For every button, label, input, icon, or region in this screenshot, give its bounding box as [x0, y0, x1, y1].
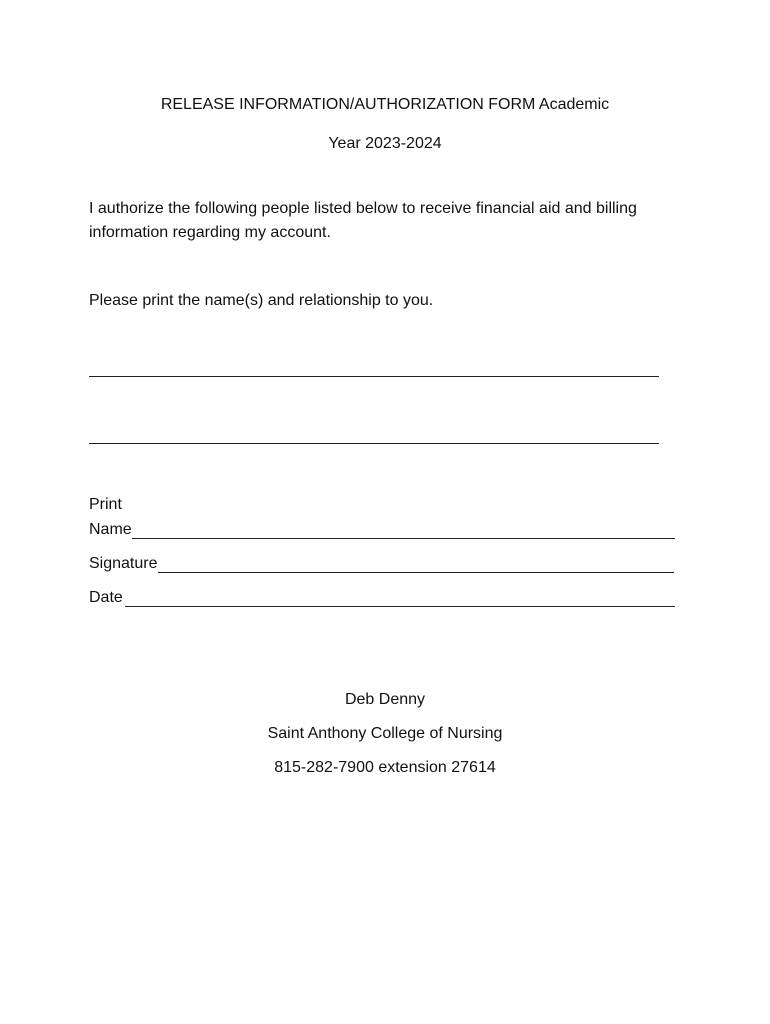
signature-blank[interactable]	[158, 572, 674, 573]
print-name-label-line-1: Print	[89, 496, 122, 513]
instruction-text: Please print the name(s) and relationship to you.	[89, 292, 434, 309]
contact-name: Deb Denny	[344, 691, 426, 708]
date-blank[interactable]	[125, 606, 675, 607]
name-relationship-blank-1[interactable]	[89, 376, 659, 377]
name-relationship-blank-2[interactable]	[89, 443, 659, 444]
date-label: Date	[89, 589, 123, 606]
contact-organization: Saint Anthony College of Nursing	[267, 725, 503, 742]
intro-text-line-2: information regarding my account.	[89, 224, 331, 241]
print-name-blank[interactable]	[132, 538, 675, 539]
contact-phone: 815-282-7900 extension 27614	[274, 759, 496, 776]
form-title-line-1: RELEASE INFORMATION/AUTHORIZATION FORM Academic	[160, 96, 610, 113]
signature-label: Signature	[89, 555, 158, 572]
print-name-label-line-2: Name	[89, 521, 132, 538]
form-title-line-2: Year 2023-2024	[328, 135, 442, 152]
intro-text-line-1: I authorize the following people listed below to receive financial aid and billing	[89, 200, 637, 217]
